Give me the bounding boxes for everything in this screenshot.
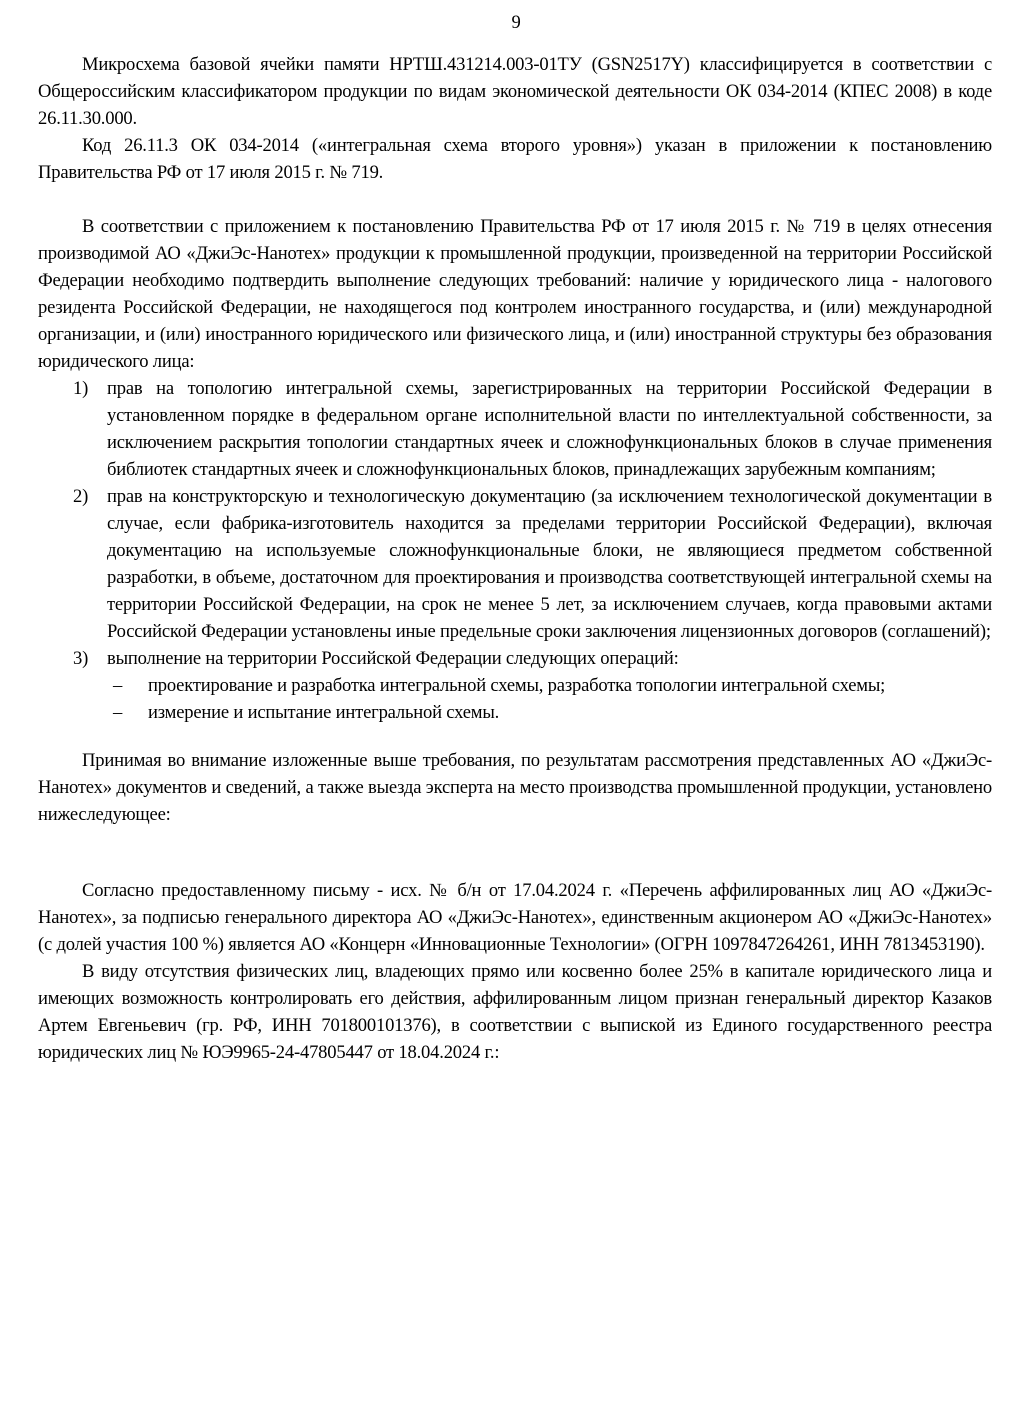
list-item-documentation-rights: [38, 483, 992, 645]
dash-item-text: измерение и испытание интегральной схемы.: [148, 702, 500, 723]
list-item-marker: 3): [73, 648, 89, 669]
paragraph-requirements-intro: В соответствии с приложением к постановлению Правительства РФ от 17 июля 2015 г. № 719 в целях отнесения производимой АО «ДжиЭс-Нанотех» продукции к промышленной продукции, произведенной на территории Российской Федерации необходимо подтвердить выполнение следующих требований: наличие у юридического лица - налогового резидента Российской Федерации, не находящегося под контролем иностранного государства, и (или) международной организации, и (или) иностранного юридического или физического лица, и (или) иностранной структуры без образования юридического лица:: [38, 216, 992, 372]
blank-line: [38, 726, 992, 747]
paragraph-classification: Микросхема базовой ячейки памяти НРТШ.431214.003-01ТУ (GSN2517Y) классифицируется в соответствии с Общероссийским классификатором продукции по видам экономической деятельности ОК 034-2014 (КПЕС 2008) в коде 26.11.30.000.: [38, 54, 992, 129]
paragraph-affiliated-letter: Согласно предоставленному письму - исх. № б/н от 17.04.2024 г. «Перечень аффилированных лиц АО «ДжиЭс-Нанотех», за подписью генерального директора АО «ДжиЭс-Нанотех», единственным акционером АО «ДжиЭс-Нанотех» (с долей участия 100 %) является АО «Концерн «Инновационные Технологии» (ОГРН 1097847264261, ИНН 7813453190).: [38, 880, 992, 955]
paragraph-conclusion-intro: Принимая во внимание изложенные выше требования, по результатам рассмотрения представленных АО «ДжиЭс-Нанотех» документов и сведений, а также выезда эксперта на место производства промышленной продукции, установлено нижеследующее:: [38, 750, 992, 825]
list-item-text: прав на конструкторскую и технологическую документацию (за исключением технологической документации в случае, если фабрика-изготовитель находится за пределами территории Российской Федерации), включая документацию на используемые сложнофункциональные блоки, не являющиеся предметом собственной разработки, в объеме, достаточном для проектирования и производства соответствующей интегральной схемы на территории Российской Федерации, на срок не менее 5 лет, за исключением случаев, когда правовыми актами Российской Федерации установлены иные предельные сроки заключения лицензионных договоров (соглашений);: [107, 486, 992, 642]
blank-block: [38, 828, 992, 877]
dash-item-text: проектирование и разработка интегральной схемы, разработка топологии интегральной схемы;: [148, 675, 886, 696]
list-item-operations: [38, 645, 992, 672]
page-number: 9: [511, 12, 521, 33]
list-item-topology-rights: [38, 375, 992, 483]
list-item-marker: 1): [73, 378, 89, 399]
list-item-text: прав на топологию интегральной схемы, зарегистрированных на территории Российской Федерации в установленном порядке в федеральном органе исполнительной власти по интеллектуальной собственности, за исключением раскрытия топологии стандартных ячеек и сложнофункциональных блоков в случае применения библиотек стандартных ячеек и сложнофункциональных блоков, принадлежащих зарубежным компаниям;: [107, 378, 992, 480]
dash-item-design: [38, 672, 992, 699]
dash-item-testing: [38, 699, 992, 726]
dash-marker: –: [113, 702, 123, 723]
dash-marker: –: [113, 675, 123, 696]
list-item-marker: 2): [73, 486, 89, 507]
paragraph-code-reference: Код 26.11.3 ОК 034-2014 («интегральная схема второго уровня») указан в приложении к постановлению Правительства РФ от 17 июля 2015 г. № 719.: [38, 135, 992, 183]
list-item-text: выполнение на территории Российской Федерации следующих операций:: [107, 648, 679, 669]
blank-line: [38, 186, 992, 213]
document-body: [0, 51, 1032, 1066]
paragraph-director-info: В виду отсутствия физических лиц, владеющих прямо или косвенно более 25% в капитале юридического лица и имеющих возможность контролировать его действия, аффилированным лицом признан генеральный директор Казаков Артем Евгеньевич (гр. РФ, ИНН 701800101376), в соответствии с выпиской из Единого государственного реестра юридических лиц № ЮЭ9965-24-47805447 от 18.04.2024 г.:: [38, 961, 992, 1063]
